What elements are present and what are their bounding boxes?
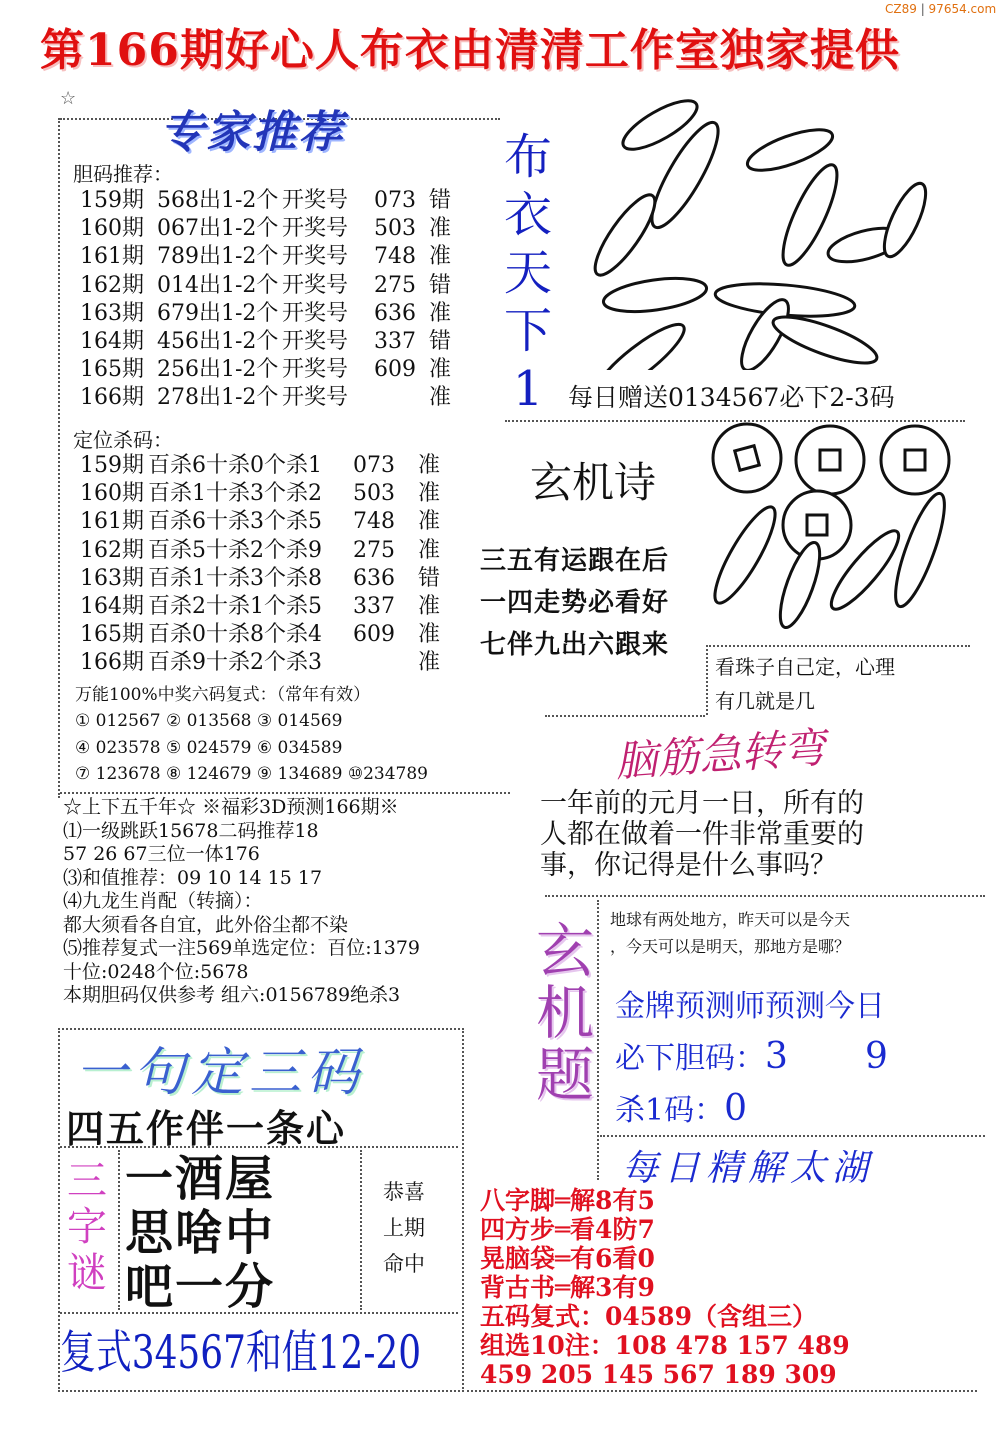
page-title: 第166期好心人布衣由清清工作室独家提供: [40, 25, 900, 76]
taihu-lines: [480, 1186, 850, 1389]
taihu-line: 459 205 145 567 189 309: [480, 1360, 837, 1389]
period: 161期: [80, 244, 144, 270]
result: 准: [429, 385, 452, 411]
wuqian-block: [63, 796, 420, 1008]
taihu-line: 组选10注：108 478 157 489: [480, 1331, 850, 1360]
divider: [60, 1146, 458, 1148]
period: 162期: [80, 272, 144, 298]
result: 准: [418, 593, 441, 619]
poem-lines: [480, 540, 669, 666]
result: 错: [418, 565, 441, 591]
gongxi-line: 命中: [383, 1252, 425, 1276]
draw: 609: [353, 622, 395, 648]
brain-line: 人都在做着一件非常重要的: [540, 819, 864, 850]
dan-row: [80, 215, 459, 243]
szm-label: 三字谜: [67, 1158, 107, 1296]
draw: 609: [374, 357, 416, 383]
pick: 百杀9十杀2个杀3: [148, 650, 322, 676]
xuanji-ti-question: [610, 906, 850, 960]
dan-row: [80, 328, 459, 356]
result: 准: [429, 244, 452, 270]
szm-lines: [125, 1152, 275, 1314]
result: 准: [418, 509, 441, 535]
pick: 278出1-2个: [157, 385, 279, 411]
gongxi-block: [383, 1174, 425, 1282]
period: 163期: [80, 300, 144, 326]
pick: 256出1-2个: [157, 357, 279, 383]
coin-shape: [705, 424, 953, 632]
wuqian-line: ⑶和值推荐：09 10 14 15 17: [63, 866, 323, 889]
draw: 337: [353, 593, 395, 619]
label: 开奖号: [282, 328, 349, 354]
brain-question: [540, 788, 864, 881]
label: 开奖号: [282, 216, 349, 242]
gold-kill-row: 杀1码：0: [615, 1088, 747, 1129]
wuqian-line: 57 26 67三位一体176: [63, 843, 260, 865]
result: 准: [418, 650, 441, 676]
dan-row: [80, 356, 459, 384]
szm-line: 思啥中: [125, 1205, 276, 1261]
pick: 百杀1十杀3个杀8: [148, 565, 322, 591]
label: 开奖号: [282, 300, 349, 326]
poem-note: [715, 650, 895, 718]
poem-line: 一四走势必看好: [480, 588, 670, 618]
period: 160期: [80, 216, 144, 242]
dan-row: [80, 384, 459, 412]
draw: 073: [374, 188, 416, 213]
kill-row: [80, 621, 448, 649]
bead-shape: [586, 95, 934, 370]
buyi-vertical: 布衣天下1: [503, 129, 552, 417]
pick: 百杀5十杀2个杀9: [148, 537, 322, 563]
szm-line: 吧一分: [125, 1259, 276, 1315]
fushi-line: 复式34567和值12-20: [60, 1325, 422, 1379]
divider: [60, 792, 510, 794]
poem-line: 三五有运跟在后: [480, 546, 670, 576]
wuqian-line: ⑷九龙生肖配（转摘）：: [63, 890, 263, 912]
taihu-line: 八字脚═解8有5: [480, 1186, 655, 1215]
expert-heading: 专家推荐: [160, 107, 344, 158]
label: 开奖号: [282, 385, 349, 411]
kill-row: [80, 649, 448, 677]
taihu-line: 四方步═看4防7: [480, 1215, 655, 1244]
dan-row: [80, 272, 459, 300]
period: 160期: [80, 481, 144, 507]
period: 163期: [80, 565, 144, 591]
gold-dan-row: 必下胆码：3 9: [615, 1036, 888, 1077]
period: 164期: [80, 328, 144, 354]
result: 准: [418, 453, 441, 478]
watermark: CZ89 | 97654.com: [885, 2, 997, 16]
period: 161期: [80, 509, 144, 535]
pick: 百杀6十杀0个杀1: [148, 453, 322, 478]
kill-row: [80, 480, 448, 508]
period: 165期: [80, 357, 144, 383]
yiju-heading: 一句定三码: [75, 1043, 366, 1103]
draw: 503: [353, 481, 395, 507]
gold-title: 金牌预测师预测今日: [615, 989, 885, 1024]
divider: [597, 900, 599, 1180]
taihu-heading: 每日精解太湖: [622, 1148, 875, 1189]
dan-row: [80, 243, 459, 271]
pick: 568出1-2个: [157, 188, 279, 213]
draw: 275: [374, 272, 416, 298]
dan-table: [80, 187, 459, 413]
brain-line: 事，你记得是什么事吗？: [540, 850, 837, 881]
result: 准: [429, 216, 452, 242]
divider: [462, 1390, 977, 1392]
label: 开奖号: [282, 357, 349, 383]
taihu-line: 晃脑袋═有6看0: [480, 1244, 655, 1273]
kill-row: [80, 565, 448, 593]
wuqian-line: ☆上下五千年☆ ※福彩3D预测166期※: [63, 796, 399, 818]
period: 162期: [80, 537, 144, 563]
result: 准: [429, 300, 452, 326]
divider: [600, 1135, 985, 1137]
poem-note-line: 看珠子自己定，心理: [715, 655, 895, 679]
pick: 百杀0十杀8个杀4: [148, 622, 322, 648]
wuqian-line: 都大须看各自宜，此外俗尘都不染: [63, 913, 349, 936]
result: 准: [429, 357, 452, 383]
pick: 014出1-2个: [157, 272, 279, 298]
period: 159期: [80, 188, 144, 213]
dan-row: [80, 187, 459, 215]
draw: 636: [353, 565, 395, 591]
six-code-label: 万能100%中奖六码复式：（常年有效）: [75, 685, 371, 705]
result: 错: [429, 328, 452, 354]
gongxi-line: 恭喜: [383, 1180, 425, 1204]
draw: 073: [353, 453, 395, 478]
xuanji-ti-vertical: 玄机题: [535, 917, 594, 1109]
coins-figure: [705, 420, 965, 645]
label: 开奖号: [282, 244, 349, 270]
pick: 456出1-2个: [157, 328, 279, 354]
six-code-line: ④ 023578 ⑤ 024579 ⑥ 034589: [75, 737, 343, 758]
divider: [545, 715, 705, 717]
kill-row: [80, 537, 448, 565]
pick: 百杀6十杀3个杀5: [148, 509, 322, 535]
wuqian-line: ⑸推荐复式一注569单选定位：百位:1379: [63, 937, 421, 959]
wuqian-line: ⑴一级跳跃15678二码推荐18: [63, 819, 319, 842]
six-code-lines: [75, 708, 428, 788]
result: 准: [418, 622, 441, 648]
pick: 679出1-2个: [157, 300, 279, 326]
six-code-line: ⑦ 123678 ⑧ 124679 ⑨ 134689 ⑩234789: [75, 764, 428, 784]
kill-table: [80, 452, 448, 678]
result: 错: [429, 272, 452, 298]
draw: 748: [353, 509, 395, 535]
dan-row: [80, 300, 459, 328]
result: 准: [418, 537, 441, 563]
pick: 百杀1十杀3个杀2: [148, 481, 322, 507]
xuanji-poem-heading: 玄机诗: [530, 458, 657, 507]
beads-figure: [565, 95, 945, 370]
label: 开奖号: [282, 272, 349, 298]
poem-note-line: 有几就是几: [715, 689, 815, 713]
taihu-line: 五码复式：04589（含组三）: [480, 1302, 817, 1331]
question-line: ，今天可以是明天，那地方是哪？: [610, 937, 851, 956]
gift-line: 每日赠送0134567必下2-3码: [568, 383, 895, 412]
period: 166期: [80, 650, 144, 676]
brain-line: 一年前的元月一日，所有的: [540, 788, 864, 819]
kill-label: 定位杀码：: [73, 428, 173, 452]
period: 159期: [80, 453, 144, 478]
draw: 748: [374, 244, 416, 270]
poem-line: 七伴九出六跟来: [480, 630, 670, 660]
kill-row: [80, 508, 448, 536]
wuqian-line: 本期胆码仅供参考 组六:0156789绝杀3: [63, 984, 401, 1006]
result: 错: [429, 188, 452, 213]
wuqian-line: 十位:0248个位:5678: [63, 960, 249, 983]
dan-label: 胆码推荐：: [73, 162, 173, 186]
szm-line: 一酒屋: [125, 1151, 276, 1207]
divider: [545, 895, 985, 897]
kill-row: [80, 452, 448, 480]
gongxi-line: 上期: [383, 1216, 425, 1240]
gold-block: [615, 982, 888, 1136]
draw: 503: [374, 216, 416, 242]
draw: 337: [374, 328, 416, 354]
taihu-line: 背古书═解3有9: [480, 1273, 655, 1302]
kill-row: [80, 593, 448, 621]
brain-heading: 脑筋急转弯: [613, 722, 827, 787]
period: 166期: [80, 385, 144, 411]
pick: 789出1-2个: [157, 244, 279, 270]
divider: [60, 1312, 458, 1314]
six-code-line: ① 012567 ② 013568 ③ 014569: [75, 711, 343, 731]
draw: 636: [374, 300, 416, 326]
draw: 275: [353, 537, 395, 563]
pick: 百杀2十杀1个杀5: [148, 593, 322, 619]
period: 165期: [80, 622, 144, 648]
yiju-phrase: 四五作伴一条心: [66, 1106, 347, 1151]
star-ornament: ☆: [60, 88, 77, 109]
pick: 067出1-2个: [157, 216, 279, 242]
divider: [58, 118, 60, 798]
period: 164期: [80, 593, 144, 619]
label: 开奖号: [282, 188, 349, 213]
result: 准: [418, 481, 441, 507]
question-line: 地球有两处地方，昨天可以是今天: [610, 910, 851, 929]
